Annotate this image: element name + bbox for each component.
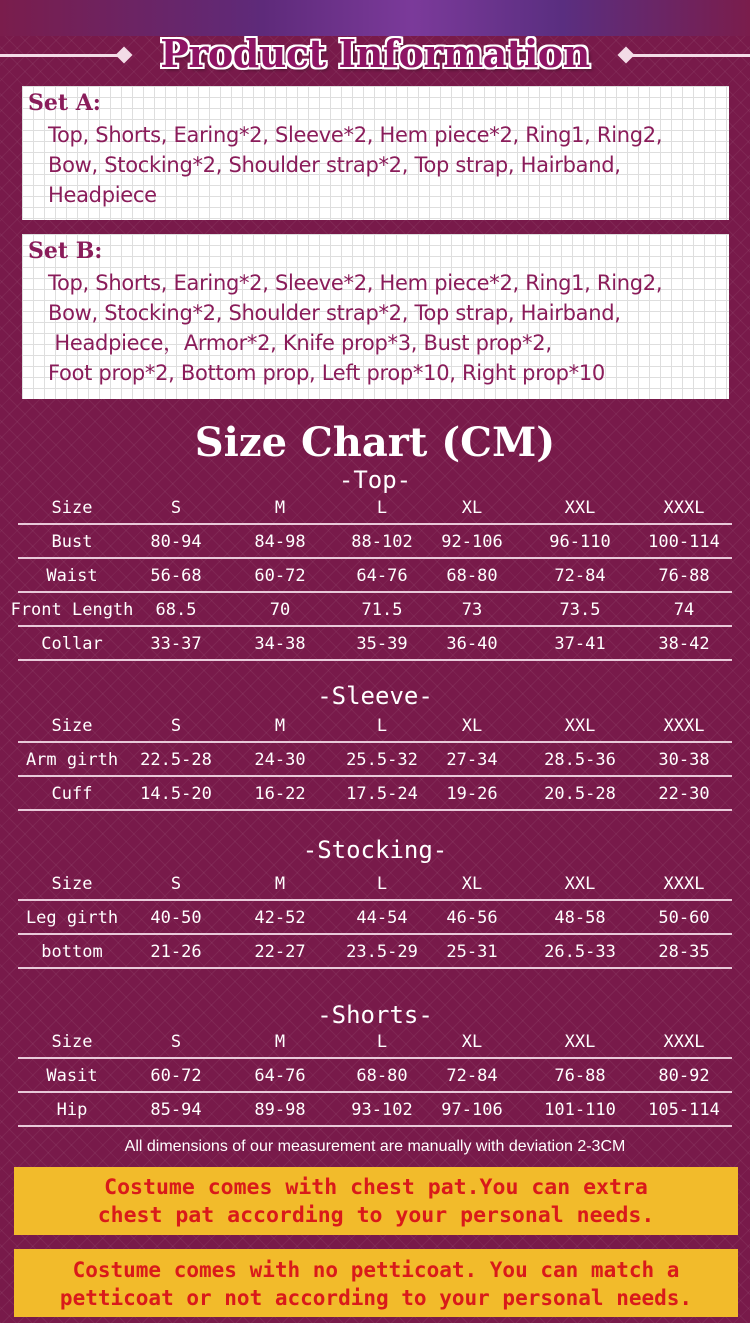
table-cell: 38-42 <box>658 634 710 654</box>
chest-pat-notice <box>14 1167 738 1235</box>
table-cell: Front Length <box>10 600 134 620</box>
table-cell: S <box>170 716 182 736</box>
section-label-stocking: -Stocking- <box>302 836 448 864</box>
set-a-box <box>22 86 729 220</box>
table-cell: 72-84 <box>446 1066 498 1086</box>
table-cell: Size <box>51 498 93 518</box>
table-cell: 68-80 <box>446 566 498 586</box>
table-cell: 48-58 <box>554 908 606 928</box>
set-b-title: Set B: <box>28 238 103 264</box>
table-cell: 28.5-36 <box>544 750 616 770</box>
table-cell: 100-114 <box>648 532 720 552</box>
table-row <box>18 627 732 661</box>
size-table-top <box>10 491 732 661</box>
size-chart-title: Size Chart (CM) <box>194 419 556 466</box>
table-row <box>10 593 732 627</box>
size-table-sleeve <box>18 709 732 811</box>
table-row <box>18 559 732 593</box>
table-cell: Size <box>51 874 93 894</box>
table-cell: Arm girth <box>25 750 119 770</box>
size-table-shorts <box>18 1025 732 1127</box>
table-cell: L <box>376 716 388 736</box>
table-cell: 73 <box>461 600 483 620</box>
table-cell: XXXL <box>663 716 705 736</box>
table-cell: M <box>274 874 286 894</box>
table-cell: 70 <box>269 600 291 620</box>
table-header-row <box>18 491 732 525</box>
table-cell: 20.5-28 <box>544 784 616 804</box>
table-cell: Wasit <box>46 1066 98 1086</box>
size-table-stocking <box>18 867 732 969</box>
table-cell: S <box>170 498 182 518</box>
table-cell: 44-54 <box>356 908 408 928</box>
table-cell: XXL <box>564 1032 596 1052</box>
table-cell: XXXL <box>663 498 705 518</box>
table-cell: XL <box>461 1032 483 1052</box>
table-cell: 23.5-29 <box>346 942 418 962</box>
table-cell: 34-38 <box>254 634 306 654</box>
table-cell: 35-39 <box>356 634 408 654</box>
set-b-line: Headpiece，Armor*2, Knife prop*3, Bust prop*2, <box>48 331 552 355</box>
table-cell: 40-50 <box>150 908 202 928</box>
section-label-top: -Top- <box>338 466 412 494</box>
table-row <box>18 901 732 935</box>
table-cell: 97-106 <box>441 1100 503 1120</box>
table-cell: 22-30 <box>658 784 710 804</box>
table-cell: 74 <box>673 600 695 620</box>
petticoat-notice <box>14 1249 738 1317</box>
table-cell: M <box>274 498 286 518</box>
notice-line: Costume comes with no petticoat. You can match a <box>72 1258 680 1282</box>
table-cell: 25.5-32 <box>346 750 418 770</box>
table-row <box>18 935 732 969</box>
table-row <box>18 743 732 777</box>
table-cell: 21-26 <box>150 942 202 962</box>
table-cell: 30-38 <box>658 750 710 770</box>
table-cell: 42-52 <box>254 908 306 928</box>
table-cell: 80-94 <box>150 532 202 552</box>
table-cell: Size <box>51 1032 93 1052</box>
table-cell: 64-76 <box>254 1066 306 1086</box>
set-a-line: Top, Shorts, Earing*2, Sleeve*2, Hem piece*2, Ring1, Ring2, <box>48 123 663 147</box>
table-cell: 26.5-33 <box>544 942 616 962</box>
table-cell: Size <box>51 716 93 736</box>
table-cell: 50-60 <box>658 908 710 928</box>
section-label-shorts: -Shorts- <box>317 1001 433 1029</box>
table-cell: 19-26 <box>446 784 498 804</box>
table-cell: 46-56 <box>446 908 498 928</box>
table-cell: Bust <box>51 532 93 552</box>
table-cell: 16-22 <box>254 784 306 804</box>
table-cell: XL <box>461 498 483 518</box>
table-cell: XL <box>461 874 483 894</box>
table-cell: 22-27 <box>254 942 306 962</box>
section-label-sleeve: -Sleeve- <box>317 682 433 710</box>
table-cell: L <box>376 1032 388 1052</box>
table-cell: 88-102 <box>351 532 413 552</box>
table-cell: M <box>274 1032 286 1052</box>
table-cell: 101-110 <box>544 1100 616 1120</box>
table-row <box>18 1059 732 1093</box>
set-b-contents <box>48 268 728 388</box>
table-cell: 22.5-28 <box>140 750 212 770</box>
notice-line: chest pat according to your personal needs. <box>97 1203 655 1228</box>
table-cell: XXL <box>564 716 596 736</box>
table-cell: XXL <box>564 498 596 518</box>
notice-line: petticoat or not according to your personal needs. <box>59 1286 693 1310</box>
set-b-line: Foot prop*2, Bottom prop, Left prop*10, Right prop*10 <box>48 361 605 385</box>
table-cell: 76-88 <box>554 1066 606 1086</box>
measurement-note: All dimensions of our measurement are manually with deviation 2-3CM <box>124 1138 626 1155</box>
table-cell: Cuff <box>51 784 93 804</box>
table-cell: 37-41 <box>554 634 606 654</box>
table-cell: 105-114 <box>648 1100 720 1120</box>
table-cell: XXL <box>564 874 596 894</box>
table-cell: XXXL <box>663 1032 705 1052</box>
table-cell: 93-102 <box>351 1100 413 1120</box>
set-b-line: Bow, Stocking*2, Shoulder strap*2, Top strap, Hairband, <box>48 301 621 325</box>
table-cell: 68.5 <box>155 600 197 620</box>
diamond-ornament-icon <box>116 47 133 64</box>
table-cell: Waist <box>46 566 98 586</box>
table-cell: 28-35 <box>658 942 710 962</box>
table-header-row <box>18 867 732 901</box>
table-cell: 89-98 <box>254 1100 306 1120</box>
table-cell: 80-92 <box>658 1066 710 1086</box>
table-cell: 60-72 <box>150 1066 202 1086</box>
table-header-row <box>18 1025 732 1059</box>
table-row <box>18 777 732 811</box>
header-divider-right <box>628 54 750 57</box>
table-cell: 96-110 <box>549 532 611 552</box>
table-cell: XL <box>461 716 483 736</box>
set-a-title: Set A: <box>28 90 101 116</box>
table-cell: Leg girth <box>25 908 119 928</box>
set-a-line: Headpiece <box>48 183 157 207</box>
table-cell: 24-30 <box>254 750 306 770</box>
notice-line: Costume comes with chest pat.You can extra <box>104 1175 648 1200</box>
table-cell: XXXL <box>663 874 705 894</box>
header-divider-left <box>0 54 122 57</box>
table-cell: 27-34 <box>446 750 498 770</box>
table-cell: 33-37 <box>150 634 202 654</box>
set-b-line: Top, Shorts, Earing*2, Sleeve*2, Hem piece*2, Ring1, Ring2, <box>48 271 663 295</box>
set-a-contents <box>48 120 728 210</box>
product-information-header <box>0 28 750 80</box>
table-cell: 85-94 <box>150 1100 202 1120</box>
table-cell: 17.5-24 <box>346 784 418 804</box>
table-cell: 68-80 <box>356 1066 408 1086</box>
table-cell: 72-84 <box>554 566 606 586</box>
table-cell: Hip <box>56 1100 88 1120</box>
table-cell: 60-72 <box>254 566 306 586</box>
table-cell: 14.5-20 <box>140 784 212 804</box>
table-cell: S <box>170 874 182 894</box>
table-header-row <box>18 709 732 743</box>
table-cell: 64-76 <box>356 566 408 586</box>
set-a-line: Bow, Stocking*2, Shoulder strap*2, Top strap, Hairband, <box>48 153 621 177</box>
page-title: Product Information <box>160 31 590 76</box>
table-cell: bottom <box>41 942 103 962</box>
set-b-box <box>22 234 729 399</box>
table-cell: L <box>376 874 388 894</box>
table-cell: 71.5 <box>361 600 403 620</box>
table-row <box>18 1093 732 1127</box>
table-cell: 56-68 <box>150 566 202 586</box>
table-cell: Collar <box>41 634 103 654</box>
table-cell: S <box>170 1032 182 1052</box>
table-cell: 73.5 <box>559 600 601 620</box>
table-cell: 36-40 <box>446 634 498 654</box>
table-cell: 92-106 <box>441 532 503 552</box>
table-row <box>18 525 732 559</box>
table-cell: 84-98 <box>254 532 306 552</box>
table-cell: M <box>274 716 286 736</box>
table-cell: L <box>376 498 388 518</box>
table-cell: 25-31 <box>446 942 498 962</box>
table-cell: 76-88 <box>658 566 710 586</box>
